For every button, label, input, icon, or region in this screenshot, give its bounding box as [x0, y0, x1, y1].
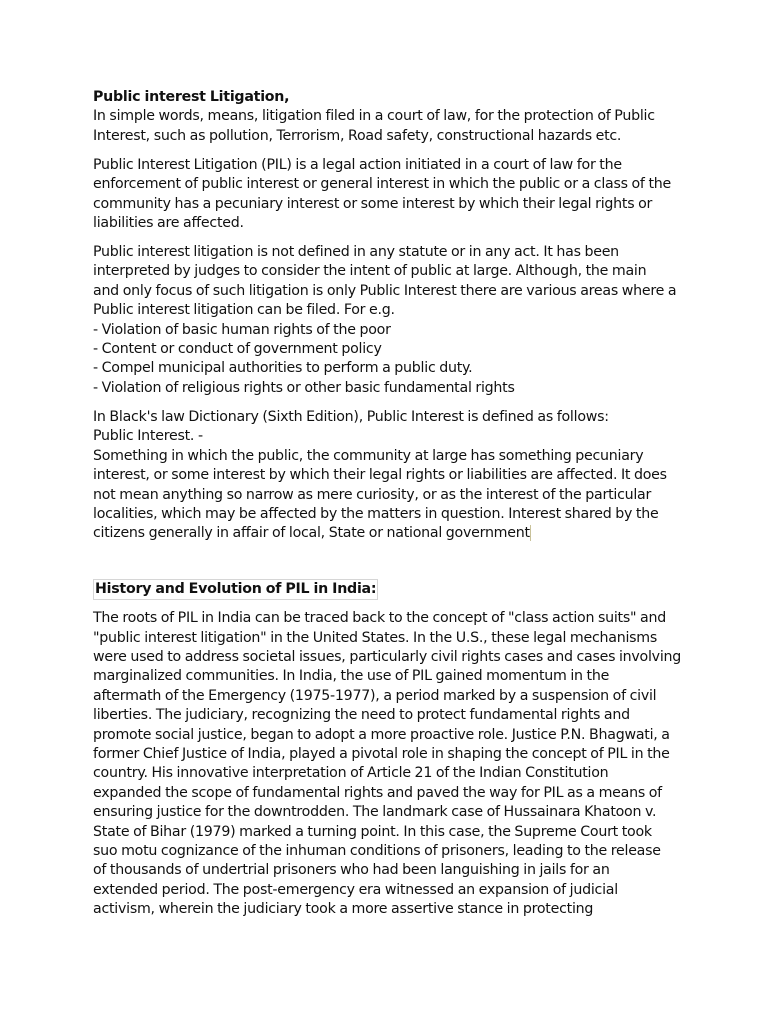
text-line: liberties. The judiciary, recognizing the need to protect fundamental rights and — [93, 707, 630, 724]
list-item: - Violation of religious rights or other basic fundamental rights — [93, 379, 515, 396]
text-line: Public interest litigation is not defined in any statute or in any act. It has been — [93, 244, 619, 261]
text-segment: citizens generally in affair of local, State or national governmen — [93, 525, 525, 542]
text-line: Public Interest Litigation (PIL) is a legal action initiated in a court of law for the — [93, 156, 622, 173]
intro-paragraph — [93, 88, 683, 146]
text-line: Something in which the public, the community at large has something pecuniary — [93, 447, 644, 464]
text-line: Public interest litigation can be filed. For e.g. — [93, 302, 395, 319]
text-line: ensuring justice for the downtrodden. The landmark case of Hussainara Khatoon v. — [93, 804, 657, 821]
text-line: were used to address societal issues, particularly civil rights cases and cases involving — [93, 648, 682, 665]
text-line: not mean anything so narrow as mere curiosity, or as the interest of the particular — [93, 486, 652, 503]
blacks-law-paragraph — [93, 408, 683, 544]
text-line: localities, which may be affected by the matters in question. Interest shared by the — [93, 505, 659, 522]
list-item: - Content or conduct of government policy — [93, 341, 382, 358]
list-item: - Violation of basic human rights of the poor — [93, 321, 391, 338]
text-line: activism, wherein the judiciary took a more assertive stance in protecting — [93, 901, 594, 918]
section-heading[interactable]: History and Evolution of PIL in India: — [93, 579, 378, 600]
text-line: country. His innovative interpretation of Article 21 of the Indian Constitution — [93, 765, 609, 782]
text-line: enforcement of public interest or general interest in which the public or a class of the — [93, 176, 671, 193]
document-title: Public interest Litigation, — [93, 89, 290, 105]
text-line: expanded the scope of fundamental rights and paved the way for PIL as a means of — [93, 784, 662, 801]
text-line: extended period. The post-emergency era witnessed an expansion of judicial — [93, 881, 618, 898]
text-line — [93, 524, 683, 543]
text-line: In Black's law Dictionary (Sixth Edition), Public Interest is defined as follows: — [93, 408, 609, 425]
text-line: State of Bihar (1979) marked a turning point. In this case, the Supreme Court took — [93, 823, 652, 840]
definition-paragraph — [93, 156, 683, 234]
text-line: community has a pecuniary interest or some interest by which their legal rights or — [93, 195, 653, 212]
text-line: Public Interest. - — [93, 428, 203, 445]
text-line: liabilities are affected. — [93, 215, 244, 232]
text-line: promote social justice, began to adopt a more proactive role. Justice P.N. Bhagwati, a — [93, 726, 670, 743]
history-heading-wrap — [93, 579, 683, 600]
text-line: Interest, such as pollution, Terrorism, Road safety, constructional hazards etc. — [93, 127, 622, 144]
text-line: suo motu cognizance of the inhuman conditions of prisoners, leading to the release — [93, 843, 661, 859]
list-item: - Compel municipal authorities to perform a public duty. — [93, 360, 473, 377]
text-line: marginalized communities. In India, the use of PIL gained momentum in the — [93, 668, 610, 685]
text-line: interpreted by judges to consider the intent of public at large. Although, the main — [93, 263, 647, 280]
areas-paragraph — [93, 243, 683, 398]
text-line: of thousands of undertrial prisoners who had been languishing in jails for an — [93, 862, 610, 879]
text-line: "public interest litigation" in the United States. In the U.S., these legal mechanisms — [93, 629, 658, 646]
history-paragraph — [93, 609, 683, 920]
text-cursor-segment[interactable]: t — [524, 525, 530, 542]
document-page — [93, 88, 683, 929]
text-line: aftermath of the Emergency (1975-1977), a period marked by a suspension of civil — [93, 687, 657, 704]
text-line: interest, or some interest by which their legal rights or liabilities are affected. It does — [93, 467, 667, 484]
text-line: The roots of PIL in India can be traced back to the concept of "class action suits" and — [93, 610, 666, 627]
text-line: former Chief Justice of India, played a pivotal role in shaping the concept of PIL in the — [93, 745, 670, 762]
text-line: and only focus of such litigation is only Public Interest there are various areas where a — [93, 282, 677, 299]
text-line: In simple words, means, litigation filed in a court of law, for the protection of Public — [93, 108, 655, 125]
